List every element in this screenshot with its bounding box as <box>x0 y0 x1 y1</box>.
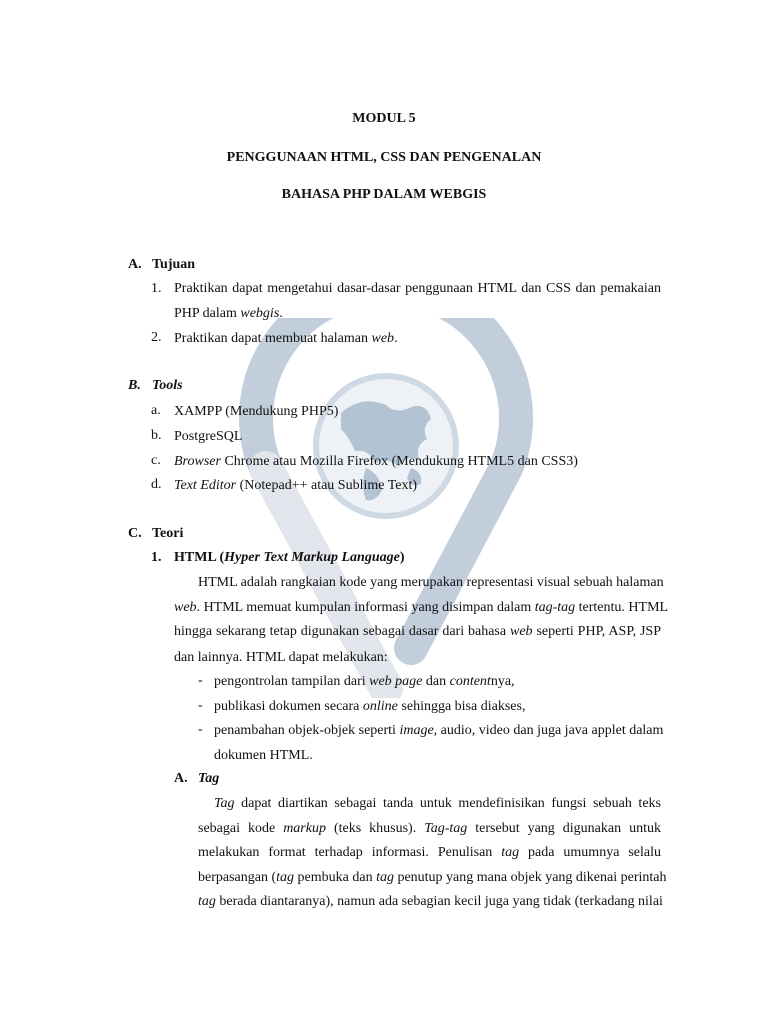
document-title-line-1: PENGGUNAAN HTML, CSS DAN PENGENALAN <box>226 150 542 165</box>
list-item-text: Browser Chrome atau Mozilla Firefox (Mendukung HTML5 dan CSS3) <box>174 454 578 469</box>
list-item-text-cont: PHP dalam webgis. <box>174 306 283 321</box>
paragraph-line: dan lainnya. HTML dapat melakukan: <box>174 650 388 665</box>
paragraph-line: berpasangan (tag pembuka dan tag penutup yang mana objek yang dikenai perintah <box>198 870 667 885</box>
paragraph-line: web. HTML memuat kumpulan informasi yang disimpan dalam tag-tag tertentu. HTML <box>174 600 669 615</box>
paragraph-line: melakukan format terhadap informasi. Penulisan tag pada umumnya selalu <box>198 845 661 860</box>
section-c-heading: Teori <box>152 526 184 541</box>
module-title: MODUL 5 <box>352 111 416 126</box>
bullet-dash: - <box>198 698 203 713</box>
bullet-dash: - <box>198 673 203 688</box>
bullet-text-cont: dokumen HTML. <box>214 748 313 763</box>
bullet-text: publikasi dokumen secara online sehingga bisa diakses, <box>214 699 526 714</box>
subsection-heading-tag: Tag <box>198 771 220 786</box>
list-item-number: 2. <box>151 330 162 345</box>
list-item-text: XAMPP (Mendukung PHP5) <box>174 404 339 419</box>
list-item-letter: a. <box>151 403 161 418</box>
section-b-heading: Tools <box>152 378 183 393</box>
list-item-letter: c. <box>151 453 161 468</box>
list-item-letter: b. <box>151 428 162 443</box>
list-item-text: Praktikan dapat membuat halaman web. <box>174 331 398 346</box>
paragraph-line: Tag dapat diartikan sebagai tanda untuk mendefinisikan fungsi sebuah teks <box>214 796 661 811</box>
list-item-text: PostgreSQL <box>174 429 243 444</box>
paragraph-line: tag berada diantaranya), namun ada sebagian kecil juga yang tidak (terkadang nilai <box>198 894 663 909</box>
subsection-number: 1. <box>151 550 162 565</box>
subsection-letter: A. <box>174 771 188 786</box>
section-c-letter: C. <box>128 526 142 541</box>
section-a-letter: A. <box>128 257 142 272</box>
bullet-text: penambahan objek-objek seperti image, audio, video dan juga java applet dalam <box>214 723 664 738</box>
list-item-number: 1. <box>151 281 162 296</box>
bullet-dash: - <box>198 722 203 737</box>
paragraph-line: hingga sekarang tetap digunakan sebagai dasar dari bahasa web seperti PHP, ASP, JSP <box>174 624 661 639</box>
section-b-letter: B. <box>128 378 141 393</box>
bullet-text: pengontrolan tampilan dari web page dan contentnya, <box>214 674 515 689</box>
list-item-text: Praktikan dapat mengetahui dasar-dasar penggunaan HTML dan CSS dan pemakaian <box>174 281 661 296</box>
list-item-text: Text Editor (Notepad++ atau Sublime Text) <box>174 478 418 493</box>
list-item-letter: d. <box>151 477 162 492</box>
document-title-line-2: BAHASA PHP DALAM WEBGIS <box>281 187 487 202</box>
section-a-heading: Tujuan <box>152 257 196 272</box>
paragraph-line: sebagai kode markup (teks khusus). Tag-tag tersebut yang digunakan untuk <box>198 821 661 836</box>
paragraph-line: HTML adalah rangkaian kode yang merupakan representasi visual sebuah halaman <box>198 575 664 590</box>
subsection-heading-html: HTML (Hyper Text Markup Language) <box>174 550 405 565</box>
